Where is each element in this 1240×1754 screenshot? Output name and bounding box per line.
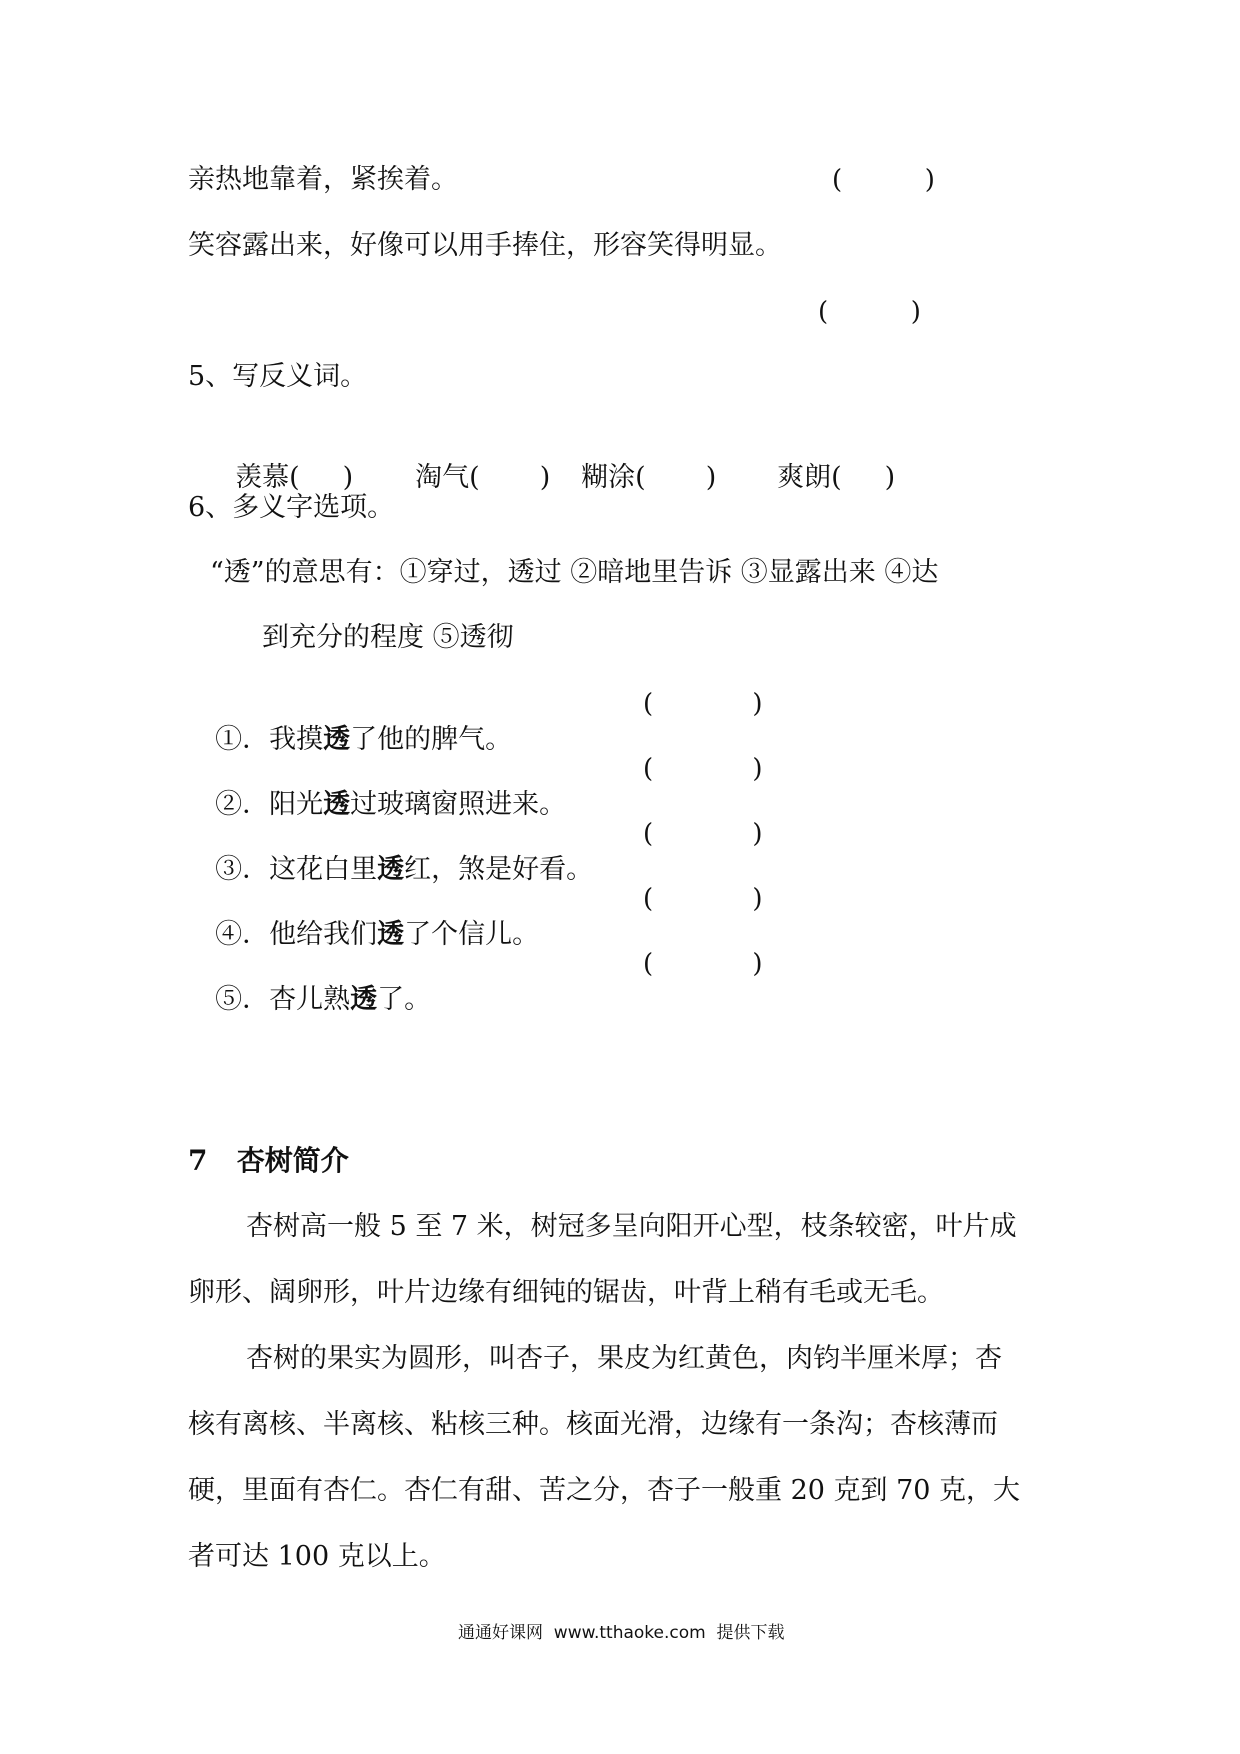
q6-item-4: [198, 881, 539, 953]
explain-item-2-text: 笑容露出来，好像可以用手捧住，形容笑得明显。: [188, 230, 782, 261]
q6-item-num: ②．: [215, 789, 270, 820]
q5-item-blank[interactable]: ( ): [635, 462, 717, 493]
q5-item-4: [760, 424, 895, 496]
q6-item-pre: 这花白里: [269, 854, 378, 885]
q5-item-word: 羡慕: [235, 462, 290, 493]
section-7-para-2-line-4: 者可达 100 克以上。: [188, 1541, 446, 1572]
q6-item-1-blank[interactable]: ( ): [643, 689, 763, 719]
q6-item-num: ④．: [215, 919, 270, 950]
q6-item-post: 了个信儿。: [404, 919, 540, 950]
q6-item-pre: 杏儿熟: [269, 984, 351, 1015]
q6-meaning-line-2: 到充分的程度 ⑤透彻: [262, 622, 514, 653]
q5-item-blank[interactable]: ( ): [289, 462, 354, 493]
q6-item-pre: 阳光: [269, 789, 324, 820]
q5-item-word: 糊涂: [581, 462, 636, 493]
q5-item-1: [218, 424, 353, 496]
q6-item-pre: 我摸: [269, 724, 324, 755]
q5-item-blank[interactable]: ( ): [469, 462, 551, 493]
q6-item-5: [198, 946, 431, 1018]
section-7-para-1-line-2: 卵形、阔卵形，叶片边缘有细钝的锯齿，叶背上稍有毛或无毛。: [188, 1277, 944, 1308]
q6-item-post: 了。: [377, 984, 432, 1015]
q6-item-num: ⑤．: [215, 984, 270, 1015]
q6-item-3-blank[interactable]: ( ): [643, 819, 763, 849]
footer-source: 通通好课网 www.tthaoke.com 提供下载: [458, 1623, 785, 1643]
q6-item-num: ③．: [215, 854, 270, 885]
q6-item-post: 红，煞是好看。: [404, 854, 594, 885]
q5-item-word: 爽朗: [777, 462, 832, 493]
q6-meaning-line-1: “透”的意思有：①穿过，透过 ②暗地里告诉 ③显露出来 ④达: [210, 557, 939, 588]
q6-item-3: [198, 816, 593, 888]
q6-item-2: [198, 751, 566, 823]
q5-item-2: [398, 424, 550, 496]
q6-item-1: [198, 686, 512, 758]
q6-item-key: 透: [350, 984, 378, 1015]
q5-title: 5、写反义词。: [188, 361, 368, 392]
q5-item-word: 淘气: [415, 462, 470, 493]
section-7-para-2-line-1: 杏树的果实为圆形，叫杏子，果皮为红黄色，肉钧半厘米厚；杏: [246, 1343, 1002, 1374]
q6-item-num: ①．: [215, 724, 270, 755]
q6-item-post: 了他的脾气。: [350, 724, 513, 755]
explain-item-1-blank[interactable]: ( ): [832, 165, 935, 195]
q6-item-key: 透: [323, 724, 351, 755]
q6-item-pre: 他给我们: [269, 919, 378, 950]
q5-item-blank[interactable]: ( ): [831, 462, 896, 493]
q5-item-3: [564, 424, 716, 496]
q6-item-post: 过玻璃窗照进来。: [350, 789, 567, 820]
q6-item-key: 透: [323, 789, 351, 820]
section-7-para-2-line-3: 硬，里面有杏仁。杏仁有甜、苦之分，杏子一般重 20 克到 70 克，大: [188, 1475, 1021, 1506]
q6-title: 6、多义字选项。: [188, 492, 395, 523]
section-7-heading: 7 杏树简介: [188, 1144, 349, 1177]
explain-item-2-blank[interactable]: ( ): [818, 297, 921, 327]
q6-item-4-blank[interactable]: ( ): [643, 884, 763, 914]
q6-item-key: 透: [377, 854, 405, 885]
q6-item-key: 透: [377, 919, 405, 950]
q6-item-2-blank[interactable]: ( ): [643, 754, 763, 784]
section-7-para-2-line-2: 核有离核、半离核、粘核三种。核面光滑，边缘有一条沟；杏核薄而: [188, 1409, 998, 1440]
q6-item-5-blank[interactable]: ( ): [643, 949, 763, 979]
explain-item-1-text: 亲热地靠着，紧挨着。: [188, 164, 458, 195]
section-7-para-1-line-1: 杏树高一般 5 至 7 米，树冠多呈向阳开心型，枝条较密，叶片成: [246, 1211, 1017, 1242]
